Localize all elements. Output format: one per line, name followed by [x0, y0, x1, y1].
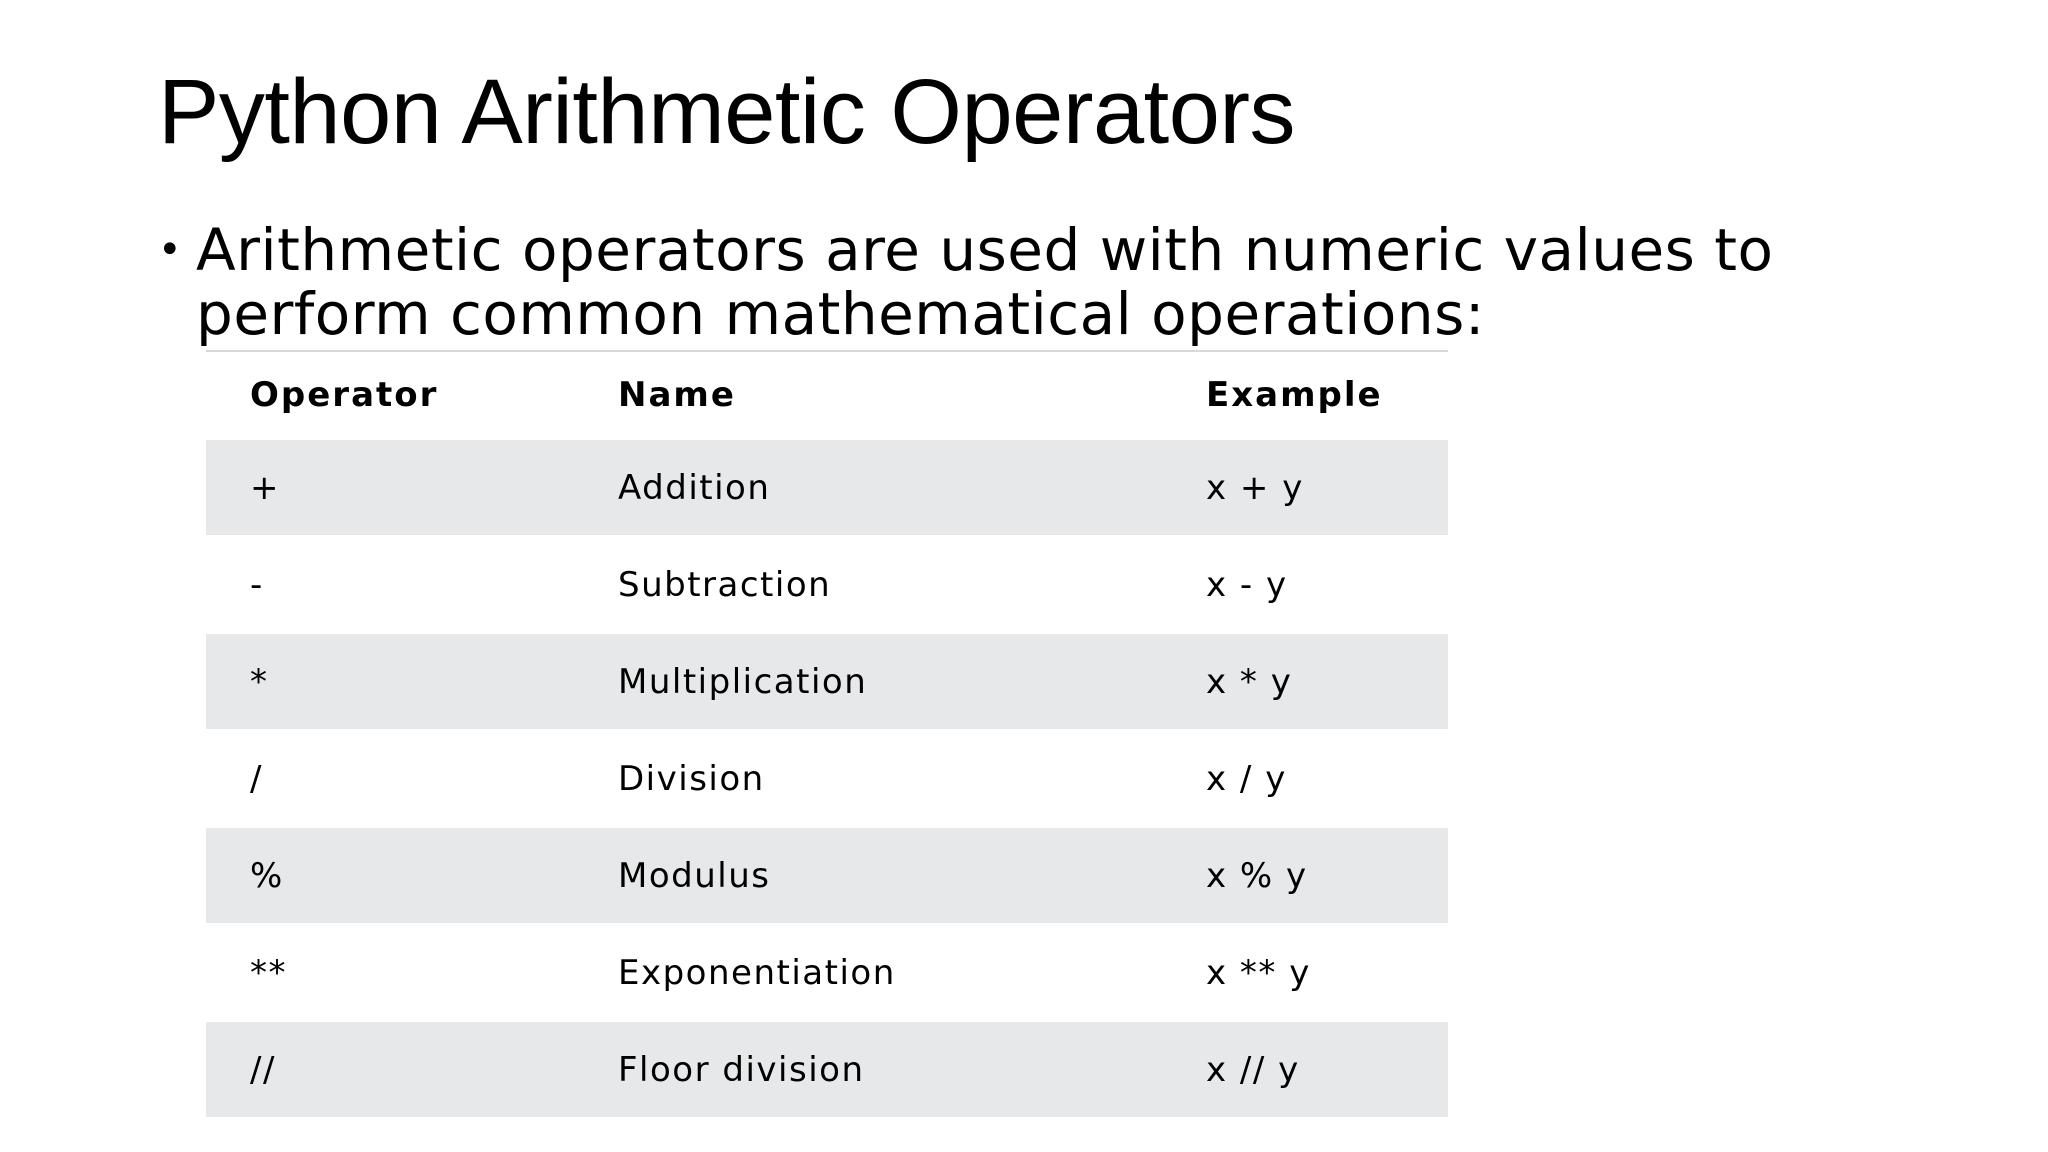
example-cell: x / y [1162, 730, 1448, 827]
table-row [206, 827, 1448, 924]
table-row [206, 1021, 1448, 1117]
table-row [206, 439, 1448, 536]
example-cell: x - y [1162, 536, 1448, 633]
example-cell: x % y [1162, 827, 1448, 924]
name-cell: Exponentiation [574, 924, 1162, 1021]
operator-cell: * [206, 633, 574, 730]
table-row [206, 633, 1448, 730]
table-row [206, 730, 1448, 827]
operators-table [206, 350, 1448, 1117]
example-cell: x ** y [1162, 924, 1448, 1021]
name-cell: Division [574, 730, 1162, 827]
table-row [206, 536, 1448, 633]
example-cell: x // y [1162, 1021, 1448, 1117]
name-cell: Subtraction [574, 536, 1162, 633]
operator-cell: % [206, 827, 574, 924]
table-header-row [206, 351, 1448, 439]
header-operator: Operator [250, 375, 439, 415]
bullet-point [158, 218, 1878, 346]
header-name: Name [618, 375, 736, 415]
name-cell: Addition [574, 439, 1162, 536]
header-example: Example [1206, 375, 1383, 415]
table-row [206, 924, 1448, 1021]
example-cell: x + y [1162, 439, 1448, 536]
operator-cell: - [206, 536, 574, 633]
name-cell: Floor division [574, 1021, 1162, 1117]
bullet-dot-icon: • [158, 227, 182, 273]
name-cell: Modulus [574, 827, 1162, 924]
slide-title: Python Arithmetic Operators [158, 61, 1295, 163]
operator-cell: ** [206, 924, 574, 1021]
name-cell: Multiplication [574, 633, 1162, 730]
bullet-text: Arithmetic operators are used with numeric values to perform common mathematical operations: [196, 216, 1774, 348]
operator-cell: / [206, 730, 574, 827]
operator-cell: + [206, 439, 574, 536]
example-cell: x * y [1162, 633, 1448, 730]
operator-cell: // [206, 1021, 574, 1117]
